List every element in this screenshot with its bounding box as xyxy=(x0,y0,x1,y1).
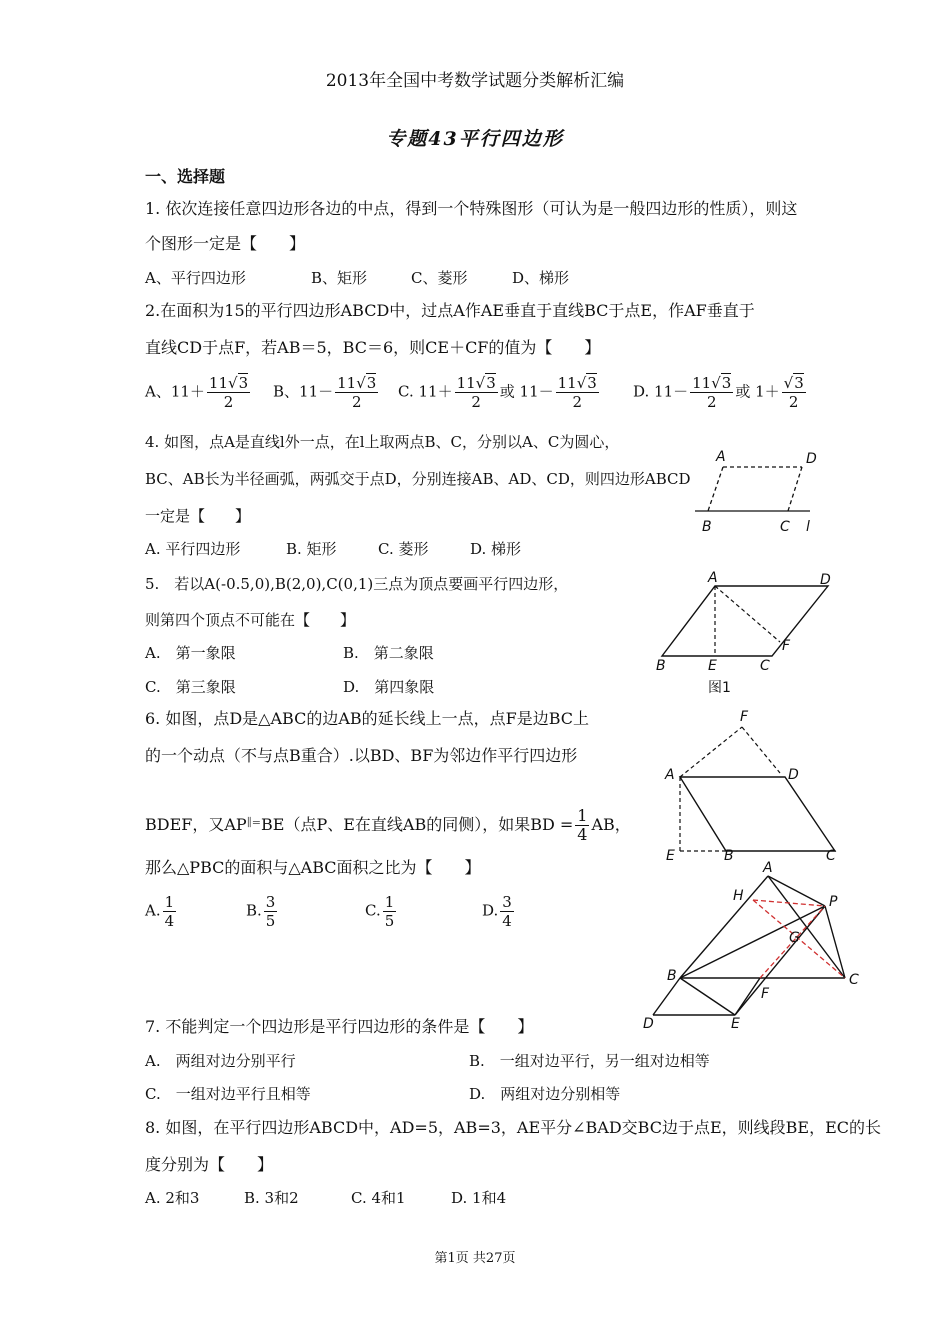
q8-option-b: B. 3和2 xyxy=(244,1189,299,1207)
fig-label: E xyxy=(666,848,675,864)
q1-line1: 1. 依次连接任意四边形各边的中点，得到一个特殊图形（可认为是一般四边形的性质），则这 xyxy=(145,199,798,218)
fig-label: l xyxy=(806,519,810,535)
fig-label: D xyxy=(806,451,817,467)
q6-option-c: C. $\frac{1}{5}$ xyxy=(365,893,395,930)
q1-option-b: B、矩形 xyxy=(311,269,368,287)
q5-option-c: C. 第三象限 xyxy=(145,678,236,696)
fig-label: B xyxy=(724,848,734,864)
fig-label: D xyxy=(820,572,831,588)
fig-label: E xyxy=(731,1016,740,1032)
fig-label: P xyxy=(829,894,838,910)
q2-line2: 直线CD于点F，若AB＝5，BC＝6，则CE＋CF的值为【 】 xyxy=(145,338,601,357)
q2-option-a xyxy=(145,374,252,411)
q1-option-d: D、梯形 xyxy=(512,269,570,287)
fig-label: B xyxy=(656,658,666,674)
q4-option-d: D. 梯形 xyxy=(470,540,522,558)
q6-option-b: B. $\frac{3}{5}$ xyxy=(246,893,276,930)
document-header: 2013年全国中考数学试题分类解析汇编 xyxy=(325,71,625,91)
fraction: $\frac{11√3}{2}$ xyxy=(557,374,597,411)
q5-figure xyxy=(650,570,840,700)
fraction: $\frac{1}{5}$ xyxy=(384,893,395,930)
fig-label: F xyxy=(740,709,749,725)
segment-be xyxy=(680,978,735,1015)
q8-option-d: D. 1和4 xyxy=(451,1189,507,1207)
fig-label: H xyxy=(733,888,744,904)
parallel-equal-symbol: ∥= xyxy=(246,816,262,829)
parallelogram-abcd xyxy=(662,586,828,656)
q5-line1: 5. 若以A(-0.5,0),B(2,0),C(0,1)三点为顶点要画平行四边形， xyxy=(145,575,569,593)
q7-option-d: D. 两组对边分别相等 xyxy=(469,1085,621,1103)
q7-option-b: B. 一组对边平行，另一组对边相等 xyxy=(469,1052,710,1070)
fig-label: G xyxy=(789,930,800,946)
q5-option-b: B. 第二象限 xyxy=(343,644,434,662)
q6-line1: 6. 如图，点D是△ABC的边AB的延长线上一点，点F是边BC上 xyxy=(145,709,590,728)
q7-line1: 7. 不能判定一个四边形是平行四边形的条件是【 】 xyxy=(145,1017,534,1036)
q5-line2: 则第四个顶点不可能在【 】 xyxy=(145,611,356,629)
q6-line2: 的一个动点（不与点B重合）.以BD、BF为邻边作平行四边形 xyxy=(145,746,578,765)
q6-option-a: A. $\frac{1}{4}$ xyxy=(145,893,175,930)
fraction: $\frac{11√3}{2}$ xyxy=(208,374,249,411)
page-footer: 第1页 共27页 xyxy=(434,1251,516,1266)
fig-label: C xyxy=(780,519,790,535)
q6-line3-mid: BE（点P、E在直线AB的同侧），如果BD = xyxy=(261,815,574,834)
fig-label: B xyxy=(667,968,677,984)
q6-line3-pre: BDEF，又AP xyxy=(145,815,247,834)
fraction: $\frac{11√3}{2}$ xyxy=(456,374,496,411)
fraction: $\frac{√3}{2}$ xyxy=(783,374,804,411)
q2-option-d xyxy=(633,374,808,411)
q8-option-c: C. 4和1 xyxy=(351,1189,406,1207)
q2-option-b xyxy=(273,374,380,411)
fig-label: A xyxy=(763,860,773,876)
q7-option-c: C. 一组对边平行且相等 xyxy=(145,1085,311,1103)
q5-option-d: D. 第四象限 xyxy=(343,678,435,696)
page-title: 专题43平行四边形 xyxy=(386,128,564,150)
q4-option-c: C. 菱形 xyxy=(378,540,429,558)
fig-label: D xyxy=(643,1016,654,1032)
q6-line4: 那么△PBC的面积与△ABC面积之比为【 】 xyxy=(145,858,481,877)
fig-caption: 图1 xyxy=(708,680,731,696)
fraction: $\frac{3}{5}$ xyxy=(265,893,276,930)
q4-option-a: A. 平行四边形 xyxy=(145,540,241,558)
fraction: $\frac{11√3}{2}$ xyxy=(692,374,732,411)
q2-option-c xyxy=(398,374,601,411)
segment-af xyxy=(715,586,780,642)
fig-label: C xyxy=(826,848,836,864)
fig-label: A xyxy=(708,570,718,586)
segment-af xyxy=(680,727,742,777)
fig-label: D xyxy=(788,767,799,783)
q4-line1: 4. 如图，点A是直线l外一点，在l上取两点B、C，分别以A、C为圆心， xyxy=(145,433,620,451)
fig-label: A xyxy=(665,767,675,783)
parallelogram xyxy=(680,777,835,851)
q1-option-c: C、菱形 xyxy=(411,269,468,287)
segment-fd xyxy=(742,727,780,773)
segment-ac xyxy=(768,876,845,978)
q4-line3: 一定是【 】 xyxy=(145,507,251,525)
q5-option-a: A. 第一象限 xyxy=(145,644,236,662)
q4-figure xyxy=(690,445,825,537)
fraction: $\frac{1}{4}$ xyxy=(577,806,588,844)
q1-option-a: A、平行四边形 xyxy=(145,269,246,287)
q2-c-prefix: C. 11＋ xyxy=(398,382,453,401)
q8-option-a: A. 2和3 xyxy=(145,1189,200,1207)
segment-ab xyxy=(708,467,723,511)
q6-option-d: D. $\frac{3}{4}$ xyxy=(482,893,512,930)
fig-label: B xyxy=(702,519,712,535)
q1-line2: 个图形一定是【 】 xyxy=(145,234,306,253)
segment-pc xyxy=(825,906,845,978)
q8-line2: 度分别为【 】 xyxy=(145,1155,274,1174)
q2-c-mid: 或 11－ xyxy=(499,382,554,401)
fraction: $\frac{1}{4}$ xyxy=(164,893,175,930)
q7-option-a: A. 两组对边分别平行 xyxy=(145,1052,296,1070)
q4-line2: BC、AB长为半径画弧，两弧交于点D，分别连接AB、AD、CD，则四边形ABCD xyxy=(145,470,691,488)
fig-label: F xyxy=(761,986,770,1002)
q2-d-prefix: D. 11－ xyxy=(633,382,689,401)
q6-line3 xyxy=(145,807,631,844)
q4-option-b: B. 矩形 xyxy=(286,540,337,558)
fig-label: A xyxy=(716,449,726,465)
q2-a-prefix: A、11＋ xyxy=(145,382,205,401)
segment-ef xyxy=(735,978,760,1015)
q2-d-mid: 或 1＋ xyxy=(735,382,780,401)
fig-label: F xyxy=(782,638,791,654)
q6-line3-post: AB， xyxy=(591,815,631,834)
q6-figure-2 xyxy=(635,858,870,1033)
q8-line1: 8. 如图，在平行四边形ABCD中，AD=5，AB=3，AE平分∠BAD交BC边于点E，则线段BE，EC的长 xyxy=(145,1118,882,1137)
segment-ap xyxy=(768,876,825,906)
q2-b-prefix: B、11－ xyxy=(273,382,334,401)
fig-label: C xyxy=(849,972,859,988)
segment-ab xyxy=(680,876,768,978)
segment-dc xyxy=(788,467,802,511)
fraction: $\frac{3}{4}$ xyxy=(502,893,512,930)
fig-label: C xyxy=(760,658,770,674)
section-heading: 一、选择题 xyxy=(145,167,226,186)
q2-line1: 2.在面积为15的平行四边形ABCD中，过点A作AE垂直于直线BC于点E，作AF垂直于 xyxy=(145,301,755,320)
q6-figure-1 xyxy=(660,705,845,864)
fraction: $\frac{11√3}{2}$ xyxy=(337,374,377,411)
fig-label: E xyxy=(708,658,717,674)
